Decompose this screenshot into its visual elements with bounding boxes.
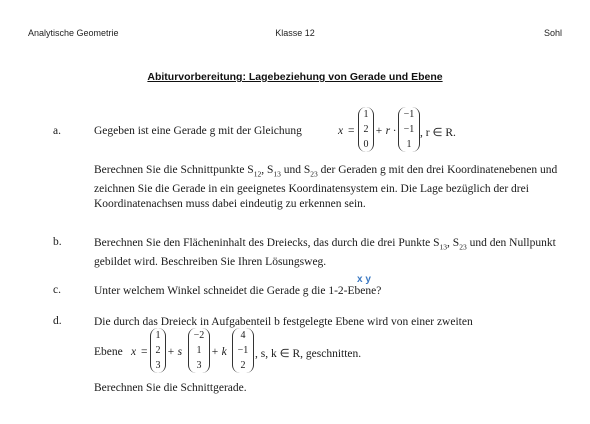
- task-d-x: x: [131, 346, 137, 358]
- task-d-operator-s: + s: [167, 346, 183, 358]
- task-a-support-vector: 1 2 0: [358, 107, 374, 152]
- task-c-label: c.: [53, 284, 61, 296]
- task-d-ebene-word: Ebene: [94, 346, 123, 358]
- task-d-label: d.: [53, 315, 62, 327]
- task-a-intro: Gegeben ist eine Gerade g mit der Gleichung: [94, 125, 302, 137]
- page-title: Abiturvorbereitung: Lagebeziehung von Gerade und Ebene: [147, 71, 443, 83]
- task-d-line1: Die durch das Dreieck in Aufgabenteil b festgelegte Ebene wird von einer zweiten: [94, 316, 473, 328]
- task-a-operator: + r ·: [375, 125, 396, 137]
- task-a-direction-vector: −1 −1 1: [398, 107, 420, 152]
- task-d-last: Berechnen Sie die Schnittgerade.: [94, 382, 247, 394]
- handwritten-xy-note: x y: [357, 274, 371, 285]
- task-b-label: b.: [53, 236, 62, 248]
- task-a-text: Berechnen Sie die Schnittpunkte $S_{12}$, $S_{13}$ und $S_{23}$ der Geraden g mit den drei Koordinatenebenen und zeichnen Sie die Gerade in ein geeignetes Koordinatensystem ein. Die Lage bezüglich der drei Koordinatenachsen muss dabei eindeutig zu erkennen sein.: [94, 164, 558, 211]
- task-a-x: x: [338, 125, 344, 137]
- task-a-equals: =: [348, 125, 355, 137]
- task-d-operator-k: + k: [211, 346, 227, 358]
- task-d-parameter: , s, k ∈ R, geschnitten.: [255, 348, 362, 360]
- task-d-direction-vector-1: −2 1 3: [188, 328, 210, 373]
- task-c-text: Unter welchem Winkel schneidet die Gerade g die 1-2-Ebene?: [94, 285, 382, 297]
- task-a-parameter: , r ∈ R.: [420, 127, 456, 139]
- header-subject: Analytische Geometrie: [28, 28, 119, 38]
- task-a-label: a.: [53, 125, 61, 137]
- task-d-support-vector: 1 2 3: [150, 328, 166, 373]
- task-b-text: Berechnen Sie den Flächeninhalt des Dreiecks, das durch die drei Punkte $S_{13}$, $S_{23}$ und den Nullpunkt gebildet wird. Beschreiben Sie Ihren Lösungsweg.: [94, 237, 556, 268]
- header-class: Klasse 12: [275, 28, 315, 38]
- header-author: Sohl: [543, 28, 562, 38]
- task-d-equals: =: [141, 346, 148, 358]
- task-d-direction-vector-2: 4 −1 2: [232, 328, 254, 373]
